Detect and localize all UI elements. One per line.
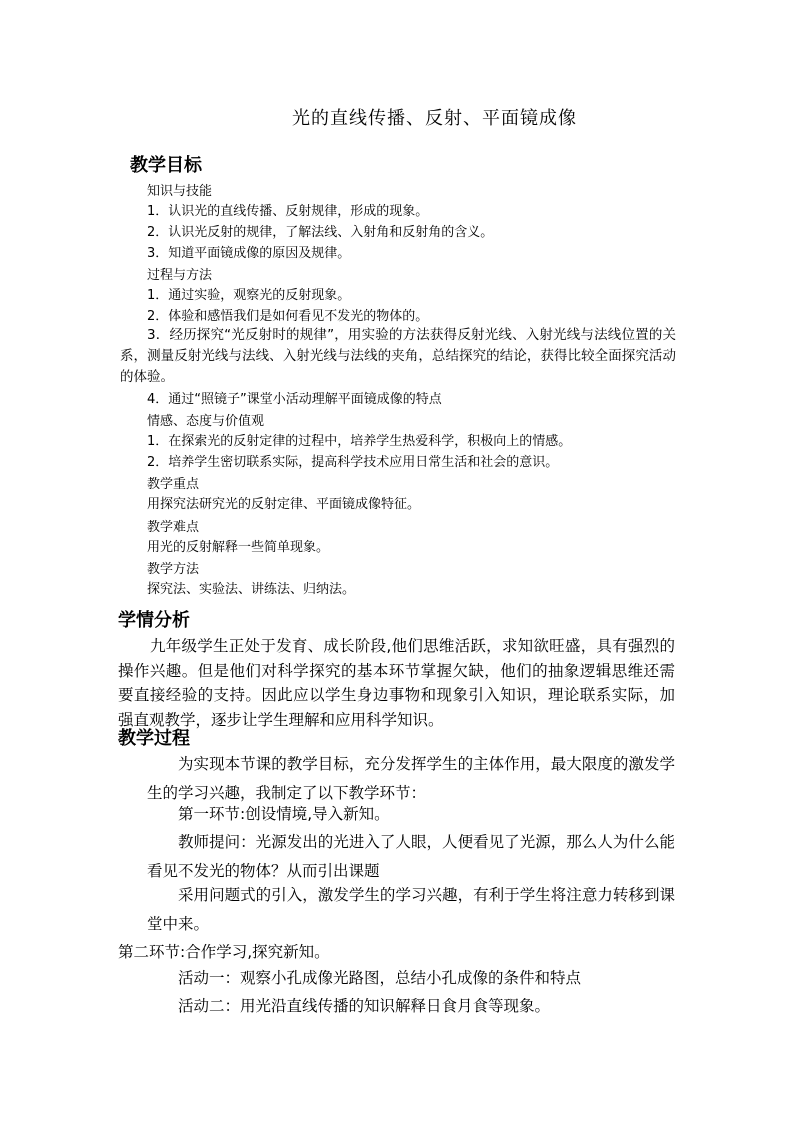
attitude-item-2: 2．培养学生密切联系实际，提高科学技术应用日常生活和社会的意识。	[147, 455, 559, 470]
process-item-1: 1．通过实验，观察光的反射现象。	[147, 288, 351, 303]
subheading-attitude: 情感、态度与价值观	[147, 414, 265, 429]
heading-teaching-goals: 教学目标	[130, 155, 202, 176]
teacher-question: 教师提问：光源发出的光进入了人眼，人便看见了光源，那么人为什么能看见不发光的物体？从而引出课题	[147, 833, 675, 880]
subheading-knowledge: 知识与技能	[147, 184, 213, 199]
step-2: 第二环节:合作学习,探究新知。	[118, 943, 330, 961]
activity-1: 活动一：观察小孔成像光路图，总结小孔成像的条件和特点	[178, 969, 582, 987]
process-item-4: 4．通过“照镜子”课堂小活动理解平面镜成像的特点	[147, 392, 442, 407]
activity-2: 活动二：用光沿直线传播的知识解释日食月食等现象。	[178, 997, 551, 1015]
methods-text: 探究法、实验法、讲练法、归纳法。	[147, 582, 356, 597]
subheading-difficulty: 教学难点	[147, 520, 200, 535]
key-points-text: 用探究法研究光的反射定律、平面镜成像特征。	[147, 497, 421, 512]
attitude-item-1: 1．在探索光的反射定律的过程中，培养学生热爱科学，积极向上的情感。	[147, 434, 572, 449]
page-title: 光的直线传播、反射、平面镜成像	[292, 108, 577, 129]
process-item-2: 2．体验和感悟我们是如何看见不发光的物体的。	[147, 309, 429, 324]
step-1: 第一环节:创设情境,导入新知。	[178, 805, 390, 823]
student-analysis-text: 九年级学生正处于发育、成长阶段,他们思维活跃，求知欲旺盛，具有强烈的操作兴趣。但是他们对科学探究的基本环节掌握欠缺，他们的抽象逻辑思维还需要直接经验的支持。因此应以学生身边事物和现象引入知识，理论联系实际，加强直观教学，逐步让学生理解和应用科学知识。	[118, 637, 675, 729]
difficulty-text: 用光的反射解释一些简单现象。	[147, 540, 330, 555]
subheading-process: 过程与方法	[147, 268, 213, 283]
knowledge-item-1: 1．认识光的直线传播、反射规律，形成的现象。	[147, 204, 429, 219]
knowledge-item-3: 3．知道平面镜成像的原因及规律。	[147, 246, 351, 261]
subheading-methods: 教学方法	[147, 562, 200, 577]
process-item-3: 3．经历探究“光反射时的规律”，用实验的方法获得反射光线、入射光线与法线位置的关系，测量反射光线与法线、入射光线与法线的夹角，总结探究的结论，获得比较全面探究活动的体验。	[120, 327, 676, 385]
heading-teaching-process: 教学过程	[118, 728, 190, 749]
intro-method: 采用问题式的引入，激发学生的学习兴趣，有利于学生将注意力转移到课堂中来。	[147, 886, 675, 933]
knowledge-item-2: 2．认识光反射的规律，了解法线、入射角和反射角的含义。	[147, 225, 494, 240]
heading-student-analysis: 学情分析	[118, 610, 190, 631]
process-intro: 为实现本节课的教学目标，充分发挥学生的主体作用，最大限度的激发学生的学习兴趣，我制定了以下教学环节：	[147, 755, 675, 802]
subheading-key-points: 教学重点	[147, 477, 200, 492]
